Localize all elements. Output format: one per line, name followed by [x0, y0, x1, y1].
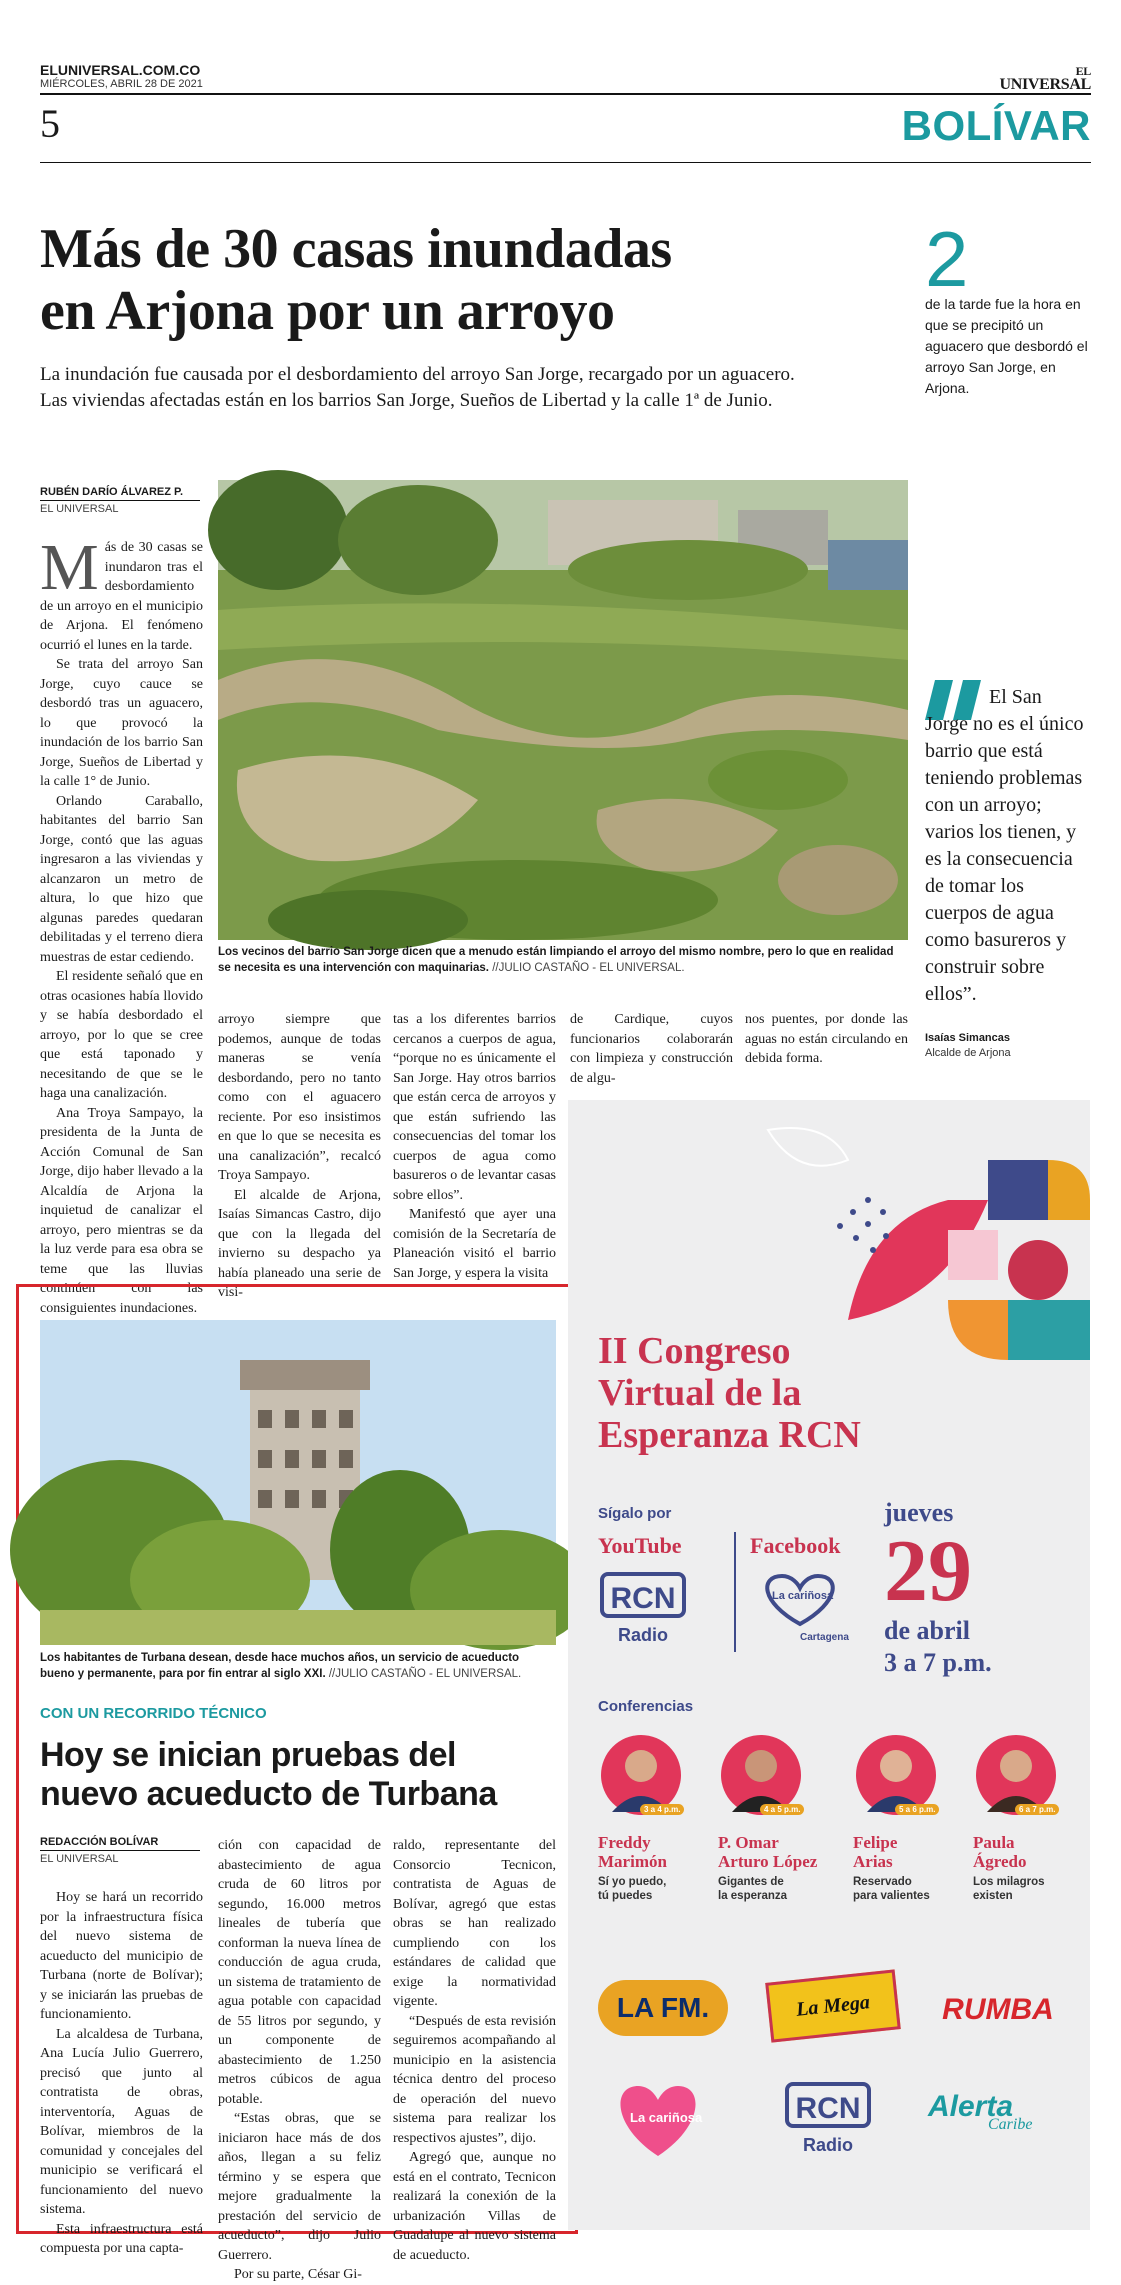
article2-column-3 [393, 1836, 556, 2265]
ad-day-number: 29 [884, 1523, 972, 1620]
byline-rule [40, 500, 200, 501]
speaker-card [598, 1732, 708, 1903]
ad-title-line-2: Virtual de la [598, 1372, 802, 1414]
water-photo-caption [40, 1650, 556, 1682]
headline-line-2: en Arjona por un arroyo [40, 280, 615, 342]
facebook-label[interactable]: Facebook [750, 1533, 841, 1558]
speaker-name [718, 1833, 838, 1871]
speaker-name [598, 1833, 708, 1871]
rcn-logo-icon [783, 2080, 873, 2130]
speaker-talk [973, 1875, 1083, 1903]
paragraph: Ana Troya Sampayo, la presidenta de la Junta de Acción Comunal de San Jorge, dijo haber llevado a la Alcaldía de Arjona la inquietud de canalizar el arroyo, pero mientras se da la luz verde para esa obra se teme que las lluvias continúen con las consiguientes inundaciones. [40, 1105, 203, 1316]
ad-title [598, 1330, 861, 1456]
speaker-name-line: P. Omar [718, 1833, 779, 1852]
speaker-name-line: Felipe [853, 1833, 898, 1852]
paragraph: Se trata del arroyo San Jorge, cuyo cauce se desbordó tras un aguacero, lo que provocó la inundación de los barrio San Jorge, Sueños de Libertad y la calle 1° de Junio. [40, 657, 203, 789]
logo-line-2: UNIVERSAL [999, 76, 1091, 93]
section-title: BOLÍVAR [901, 102, 1091, 149]
paragraph: El residente señaló que en otras ocasiones había llovido y se había desbordado el arroyo, por lo que se cree que está taponado y necesitando de que se le haga una canalización. [40, 969, 203, 1101]
speaker-name [853, 1833, 963, 1871]
rcn-logo-icon [598, 1570, 688, 1620]
talk-line: tú puedes [598, 1890, 653, 1902]
headline-line-1: Más de 30 casas inundadas [40, 218, 672, 280]
speaker-time: 3 a 4 p.m. [640, 1804, 684, 1815]
speaker-card [973, 1732, 1083, 1903]
rumba-logo: RUMBA [942, 1993, 1054, 2026]
paragraph: arroyo siempre que podemos, aunque de todas maneras se venía desbordando, pero no tanto como con el aguacero reciente. Por eso insistimos en que lo que se necesita es una canalización”, recalcó Troya Sampayo. [218, 1012, 381, 1183]
article-column-5 [745, 1010, 908, 1069]
speaker-name-line: Ágredo [973, 1852, 1027, 1871]
alerta-text: Alerta [928, 2090, 1014, 2123]
paragraph: nos puentes, por donde las aguas no están circulando en debida forma. [745, 1012, 908, 1066]
paragraph: Hoy se hará un recorrido por la infraestructura física del nuevo sistema de acueducto del municipio de Turbana (norte de Bolívar); y se iniciarán las pruebas de funcionamiento. [40, 1890, 203, 2022]
paragraph: Por su parte, César Gi- [234, 2267, 362, 2282]
issue-date: MIÉRCOLES, ABRIL 28 DE 2021 [40, 78, 203, 90]
paragraph: tas a los diferentes barrios cercanos a cuerpos de agua, “porque no es únicamente el San Jorge. Hay otros barrios que están cerca de arroyos y que están sufriendo las consecuencias del tomar los cuerpos de agua como basureros o de levantar casas sobre ellos”. [393, 1012, 556, 1203]
photo-credit: //JULIO CASTAÑO - EL UNIVERSAL. [328, 1668, 522, 1680]
article-column-1 [40, 531, 203, 1338]
quote-role: Alcalde de Arjona [925, 1047, 1011, 1059]
talk-line: existen [973, 1890, 1013, 1902]
paragraph: Esta infraestructura está compuesta por una capta- [40, 2221, 203, 2256]
caption-text: Los vecinos del barrio San Jorge dicen que a menudo están limpiando el arroyo del mismo nombre, pero lo que en realidad se necesita es una intervención con maquinarias. [218, 946, 894, 974]
newspaper-logo [999, 64, 1091, 92]
lafm-logo: LA FM. [598, 1980, 728, 2036]
main-headline [40, 218, 900, 342]
article2-headline [40, 1736, 560, 1814]
speaker-card [853, 1732, 963, 1903]
paragraph: Agregó que, aunque no está en el contrato, Tecnicon realizará la conexión de la urbanización Villas de Guadalupe al nuevo sistema de acueducto. [393, 2150, 556, 2263]
paragraph: de Cardique, cuyos funcionarios colaborarán con limpieza y construcción de algu- [570, 1012, 733, 1086]
main-deck [40, 362, 900, 414]
talk-line: Sí yo puedo, [598, 1876, 667, 1888]
deck-line-2: Las viviendas afectadas están en los barrios San Jorge, Sueños de Libertad y la calle 1ª de Junio. [40, 390, 773, 411]
rcn-logo-bottom [783, 2080, 873, 2160]
rcn-radio-text: Radio [802, 2135, 853, 2155]
speaker-time: 4 a 5 p.m. [760, 1804, 804, 1815]
caribe-text: Caribe [988, 2116, 1033, 2133]
paragraph: ás de 30 casas se inundaron tras el desbordamiento de un arroyo en el municipio de Arjona. El fenómeno ocurrió el lunes en la tarde. [40, 540, 203, 653]
speaker-card [718, 1732, 838, 1903]
talk-line: la esperanza [718, 1890, 788, 1902]
headline-line-1: Hoy se inician pruebas del [40, 1736, 456, 1774]
paragraph: “Estas obras, que se iniciaron hace más de dos años, llegan a su feliz término y se espera que mejore gradualmente la prestación del servicio de acueducto”, dijo Julio Guerrero. [218, 2111, 381, 2263]
byline-rule [40, 1850, 200, 1851]
ad-month: de abril [884, 1616, 970, 1645]
stat-text: de la tarde fue la hora en que se precipitó un aguacero que desbordó el arroyo San Jorge, en Arjona. [925, 296, 1088, 396]
rcn-radio-logo [598, 1570, 688, 1645]
speaker-time: 6 a 7 p.m. [1015, 1804, 1059, 1815]
cartagena-text: Cartagena [800, 1632, 849, 1643]
flood-photo-image [218, 480, 908, 940]
speaker-time: 5 a 6 p.m. [895, 1804, 939, 1815]
article2-byline: REDACCIÓN BOLÍVAR [40, 1836, 159, 1848]
speaker-name-line: Freddy [598, 1833, 651, 1852]
article-column-2 [218, 1010, 381, 1303]
pull-quote: El San Jorge no es el único barrio que está teniendo problemas con un arroyo; varios los tienen, y es la consecuencia de tomar los cuerpos de agua como basureros y construir sobre ellos”. [925, 686, 1084, 1005]
talk-line: para valientes [853, 1890, 930, 1902]
ad-follow-label: Sígalo por [598, 1505, 672, 1522]
article2-kicker: CON UN RECORRIDO TÉCNICO [40, 1705, 267, 1722]
photo-credit: //JULIO CASTAÑO - EL UNIVERSAL. [492, 962, 685, 974]
ad-title-line-3: Esperanza RCN [598, 1414, 861, 1456]
svg-text:RCN: RCN [610, 1582, 676, 1615]
header-rule [40, 93, 1091, 95]
stat-number: 2 [925, 215, 969, 303]
conferences-label: Conferencias [598, 1698, 694, 1715]
article-column-3 [393, 1010, 556, 1283]
speaker-name [973, 1833, 1083, 1871]
paragraph: La alcaldesa de Turbana, Ana Lucía Julio Guerrero, precisó que junto al contratista de obras, interventoría, Aguas de Bolívar, miembros de la comunidad y concejales del municipio se verificará el funcionamiento del nuevo sistema. [40, 2026, 203, 2217]
talk-line: Reservado [853, 1876, 912, 1888]
ad-hours: 3 a 7 p.m. [884, 1648, 992, 1677]
carinosa-logo-text: La cariñosa [630, 2110, 703, 2125]
speaker-name-line: Arias [853, 1852, 893, 1871]
social-divider [734, 1532, 736, 1652]
paragraph: ción con capacidad de abastecimiento de agua cruda de 60 litros por segundo, 16.000 metros lineales de tubería que conforman la nueva línea de conducción de agua cruda, un sistema de tratamiento de agua potable con capacidad de 55 litros por segundo, y un componente de abastecimiento de 1.250 metros cúbicos de agua potable. [218, 1838, 381, 2107]
headline-line-2: nuevo acueducto de Turbana [40, 1775, 497, 1813]
flood-photo-caption [218, 944, 908, 976]
ad-title-line-1: II Congreso [598, 1330, 791, 1372]
carinosa-logo [608, 2080, 708, 2160]
rcn-radio-text: Radio [617, 1625, 668, 1645]
caption-text: Los habitantes de Turbana desean, desde hace muchos años, un servicio de acueducto bueno y permanente, para por fin entrar al siglo XXI. [40, 1652, 520, 1680]
article2-column-2 [218, 1836, 381, 2285]
lamega-logo: La Mega [765, 1969, 901, 2042]
paragraph: raldo, representante del Consorcio Tecnicon, contratista de Aguas de Bolívar, agregó que estas obras se han realizado cumpliendo con los estándares de calidad que exige la normatividad vigente. [393, 1838, 556, 2009]
paragraph: Manifestó que ayer una comisión de la Secretaría de Planeación visitó el barrio San Jorge, y espera la visita [393, 1207, 556, 1281]
speaker-name-line: Marimón [598, 1852, 667, 1871]
article-column-4 [570, 1010, 733, 1088]
talk-line: Los milagros [973, 1876, 1045, 1888]
speaker-talk [853, 1875, 963, 1903]
byline-outlet: EL UNIVERSAL [40, 1853, 119, 1865]
byline-outlet: EL UNIVERSAL [40, 503, 119, 515]
article2-column-1 [40, 1888, 203, 2259]
speaker-name-line: Arturo López [718, 1852, 818, 1871]
speaker-talk [718, 1875, 838, 1903]
carinosa-text: La cariñosa [772, 1590, 834, 1602]
svg-text:RCN: RCN [795, 2092, 861, 2125]
logo-line-1: EL [1075, 64, 1091, 78]
speaker-talk [598, 1875, 708, 1903]
speaker-name-line: Paula [973, 1833, 1015, 1852]
ad-day-name: jueves [884, 1498, 954, 1527]
paragraph: Orlando Caraballo, habitantes del barrio San Jorge, contó que las aguas ingresaron a las viviendas y alcanzaron un metro de altura, lo que hizo que algunas paredes quedaran debilitadas y el terreno diera muestras de estar cediendo. [40, 793, 203, 965]
alerta-logo [928, 2090, 1058, 2134]
water-tower-photo [40, 1320, 556, 1645]
paragraph: “Después de esta revisión seguiremos acompañando al municipio en la asistencia técnica dentro del proceso de operación del nuevo sistema para realizar los respectivos ajustes”, dijo. [393, 2013, 556, 2146]
water-tower-image [40, 1320, 556, 1645]
flood-photo [218, 480, 908, 940]
section-rule [40, 162, 1091, 163]
youtube-label[interactable]: YouTube [598, 1533, 682, 1558]
site-url: ELUNIVERSAL.COM.CO [40, 62, 201, 78]
page-number: 5 [40, 101, 60, 146]
talk-line: Gigantes de [718, 1876, 784, 1888]
deck-line-1: La inundación fue causada por el desbordamiento del arroyo San Jorge, recargado por un aguacero. [40, 364, 795, 385]
la-carinosa-logo [750, 1572, 850, 1652]
drop-cap: M [40, 531, 99, 604]
byline-author: RUBÉN DARÍO ÁLVAREZ P. [40, 486, 184, 498]
quote-author: Isaías Simancas [925, 1032, 1011, 1044]
paragraph: El alcalde de Arjona, Isaías Simancas Castro, dijo que con la llegada del invierno su despacho ya había planeado una serie de visi- [218, 1187, 381, 1300]
rcn-congress-ad[interactable] [568, 1100, 1090, 2230]
